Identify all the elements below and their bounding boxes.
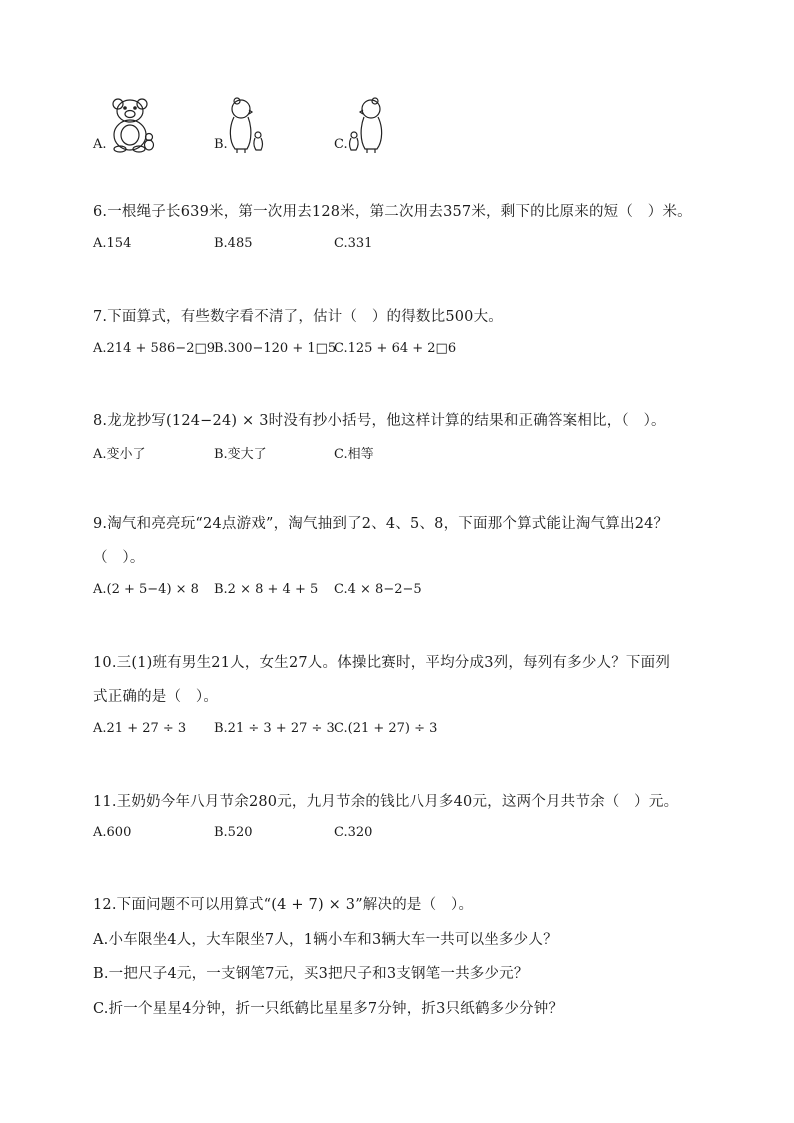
question-7-option-c[interactable]: C.125 + 64 + 2□6 [334,341,457,356]
q5-option-c-label: C. [334,137,348,152]
question-12-text: 12.下面问题不可以用算式“(4 + 7) × 3”解决的是（ ）。 [93,897,474,913]
question-6-option-c[interactable]: C.331 [334,236,373,251]
question-9-option-c[interactable]: C.4 × 8−2−5 [334,582,422,597]
question-8-option-b[interactable]: B.变大了 [214,447,267,462]
question-9-text-line-2: （ ）。 [93,550,145,566]
q5-option-c-image [345,97,385,153]
question-7-text: 7.下面算式，有些数字看不清了，估计（ ）的得数比500大。 [93,309,504,325]
question-11-option-c[interactable]: C.320 [334,825,373,840]
q5-option-b-label: B. [214,137,228,152]
question-8-option-a[interactable]: A.变小了 [93,447,146,462]
question-12-option-c[interactable]: C.折一个星星4分钟，折一只纸鹤比星星多7分钟，折3只纸鹤多少分钟？ [93,1001,564,1017]
question-11-text: 11.王奶奶今年八月节余280元，九月节余的钱比八月多40元，这两个月共节余（ ）元。 [93,794,679,810]
question-8-option-c[interactable]: C.相等 [334,447,374,462]
bear-side-cub-right-icon [227,97,267,153]
question-12-option-a[interactable]: A.小车限坐4人，大车限坐7人，1辆小车和3辆大车一共可以坐多少人？ [93,932,558,948]
question-10-option-b[interactable]: B.21 ÷ 3 + 27 ÷ 3 [214,721,335,736]
question-7-option-b[interactable]: B.300−120 + 1□5 [214,341,337,356]
q5-option-b-image [227,97,267,153]
question-9-option-a[interactable]: A.(2 + 5−4) × 8 [93,582,199,597]
question-11-option-b[interactable]: B.520 [214,825,253,840]
question-10-text-line-2: 式正确的是（ ）。 [93,689,219,705]
question-8-text: 8.龙龙抄写(124−24) × 3时没有抄小括号，他这样计算的结果和正确答案相比，（ ）。 [93,413,666,429]
question-6-option-b[interactable]: B.485 [214,236,253,251]
question-11-option-a[interactable]: A.600 [93,825,132,840]
q5-option-a-image [106,97,158,153]
bear-front-with-cub-icon [106,97,158,153]
question-10-text-line-1: 10.三(1)班有男生21人，女生27人。体操比赛时，平均分成3列，每列有多少人？下面列 [93,655,671,671]
question-6-text: 6.一根绳子长639米，第一次用去128米，第二次用去357米，剩下的比原来的短（ ）米。 [93,204,692,220]
question-9-option-b[interactable]: B.2 × 8 + 4 + 5 [214,582,319,597]
bear-side-cub-left-icon [345,97,385,153]
question-7-option-a[interactable]: A.214 + 586−2□9 [93,341,216,356]
q5-option-a-label: A. [93,137,107,152]
question-10-option-a[interactable]: A.21 + 27 ÷ 3 [93,721,187,736]
question-9-text-line-1: 9.淘气和亮亮玩“24点游戏”，淘气抽到了2、4、5、8，下面那个算式能让淘气算出24？ [93,516,669,532]
question-6-option-a[interactable]: A.154 [93,236,132,251]
question-12-option-b[interactable]: B.一把尺子4元，一支钢笔7元，买3把尺子和3支钢笔一共多少元？ [93,966,529,982]
question-10-option-c[interactable]: C.(21 + 27) ÷ 3 [334,721,438,736]
